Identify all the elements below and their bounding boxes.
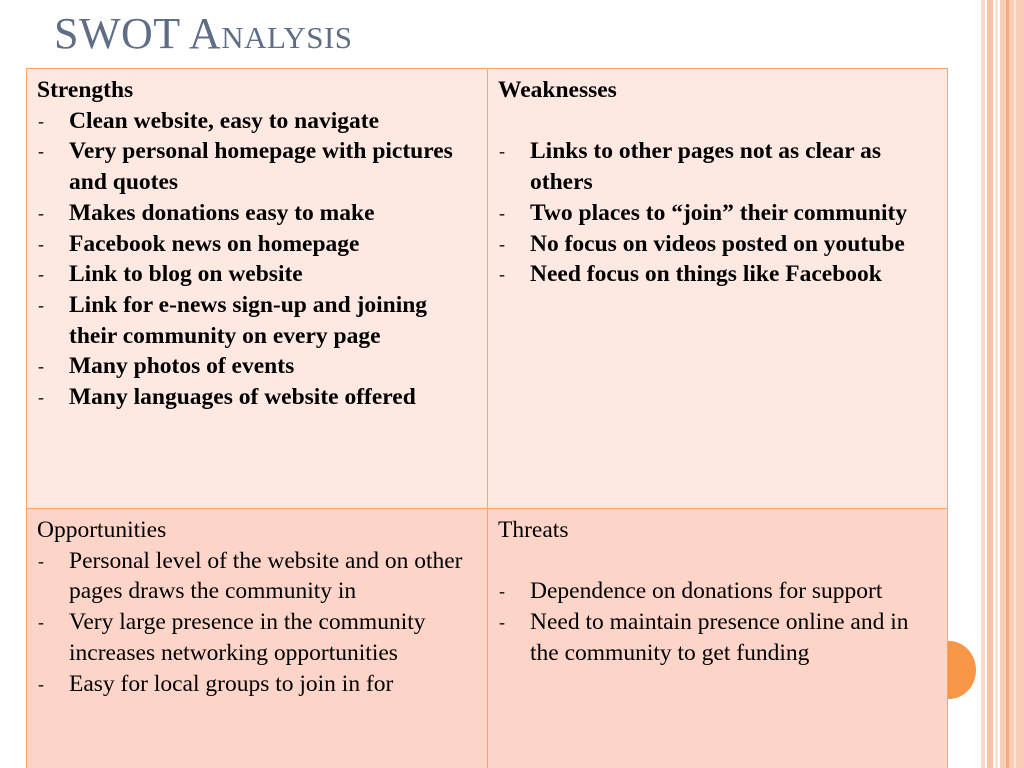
list-item: - Link for e-news sign-up and joining their community on every page bbox=[37, 290, 477, 351]
decorative-stripe bbox=[995, 0, 998, 768]
decorative-stripe bbox=[981, 0, 985, 768]
list-item: - Makes donations easy to make bbox=[37, 198, 477, 229]
opportunities-heading: Opportunities bbox=[37, 517, 167, 543]
list-item: - Facebook news on homepage bbox=[37, 229, 477, 260]
decorative-stripe bbox=[987, 0, 993, 768]
slide-title: SWOT Analysis bbox=[54, 9, 353, 58]
list-item: - Many photos of events bbox=[37, 351, 477, 382]
list-item: - Many languages of website offered bbox=[37, 382, 477, 413]
strengths-list bbox=[37, 106, 477, 413]
spacer bbox=[498, 546, 937, 577]
opportunities-cell bbox=[27, 509, 488, 768]
list-item: - Clean website, easy to navigate bbox=[37, 106, 477, 137]
opportunities-list bbox=[37, 546, 477, 700]
spacer bbox=[498, 106, 937, 137]
strengths-heading: Strengths bbox=[37, 77, 134, 103]
list-item: - Links to other pages not as clear as others bbox=[498, 136, 937, 197]
weaknesses-cell bbox=[488, 69, 948, 509]
threats-list bbox=[498, 576, 937, 668]
decorative-stripe bbox=[1000, 0, 1024, 768]
list-item: - Very personal homepage with pictures and quotes bbox=[37, 136, 477, 197]
swot-table bbox=[26, 68, 948, 768]
weaknesses-heading: Weaknesses bbox=[498, 77, 617, 103]
decorative-stripe bbox=[1014, 0, 1016, 768]
strengths-cell bbox=[27, 69, 488, 509]
list-item: - Need to maintain presence online and in the community to get funding bbox=[498, 607, 937, 668]
decorative-stripe bbox=[1006, 0, 1009, 768]
list-item: - Link to blog on website bbox=[37, 259, 477, 290]
list-item: - Personal level of the website and on other pages draws the community in bbox=[37, 546, 477, 607]
list-item: - Very large presence in the community increases networking opportunities bbox=[37, 607, 477, 668]
list-item: - Easy for local groups to join in for bbox=[37, 669, 477, 700]
list-item: - Two places to “join” their community bbox=[498, 198, 937, 229]
list-item: - Need focus on things like Facebook bbox=[498, 259, 937, 290]
threats-heading: Threats bbox=[498, 517, 569, 543]
weaknesses-list bbox=[498, 136, 937, 290]
threats-cell bbox=[488, 509, 948, 768]
list-item: - Dependence on donations for support bbox=[498, 576, 937, 607]
list-item: - No focus on videos posted on youtube bbox=[498, 229, 937, 260]
